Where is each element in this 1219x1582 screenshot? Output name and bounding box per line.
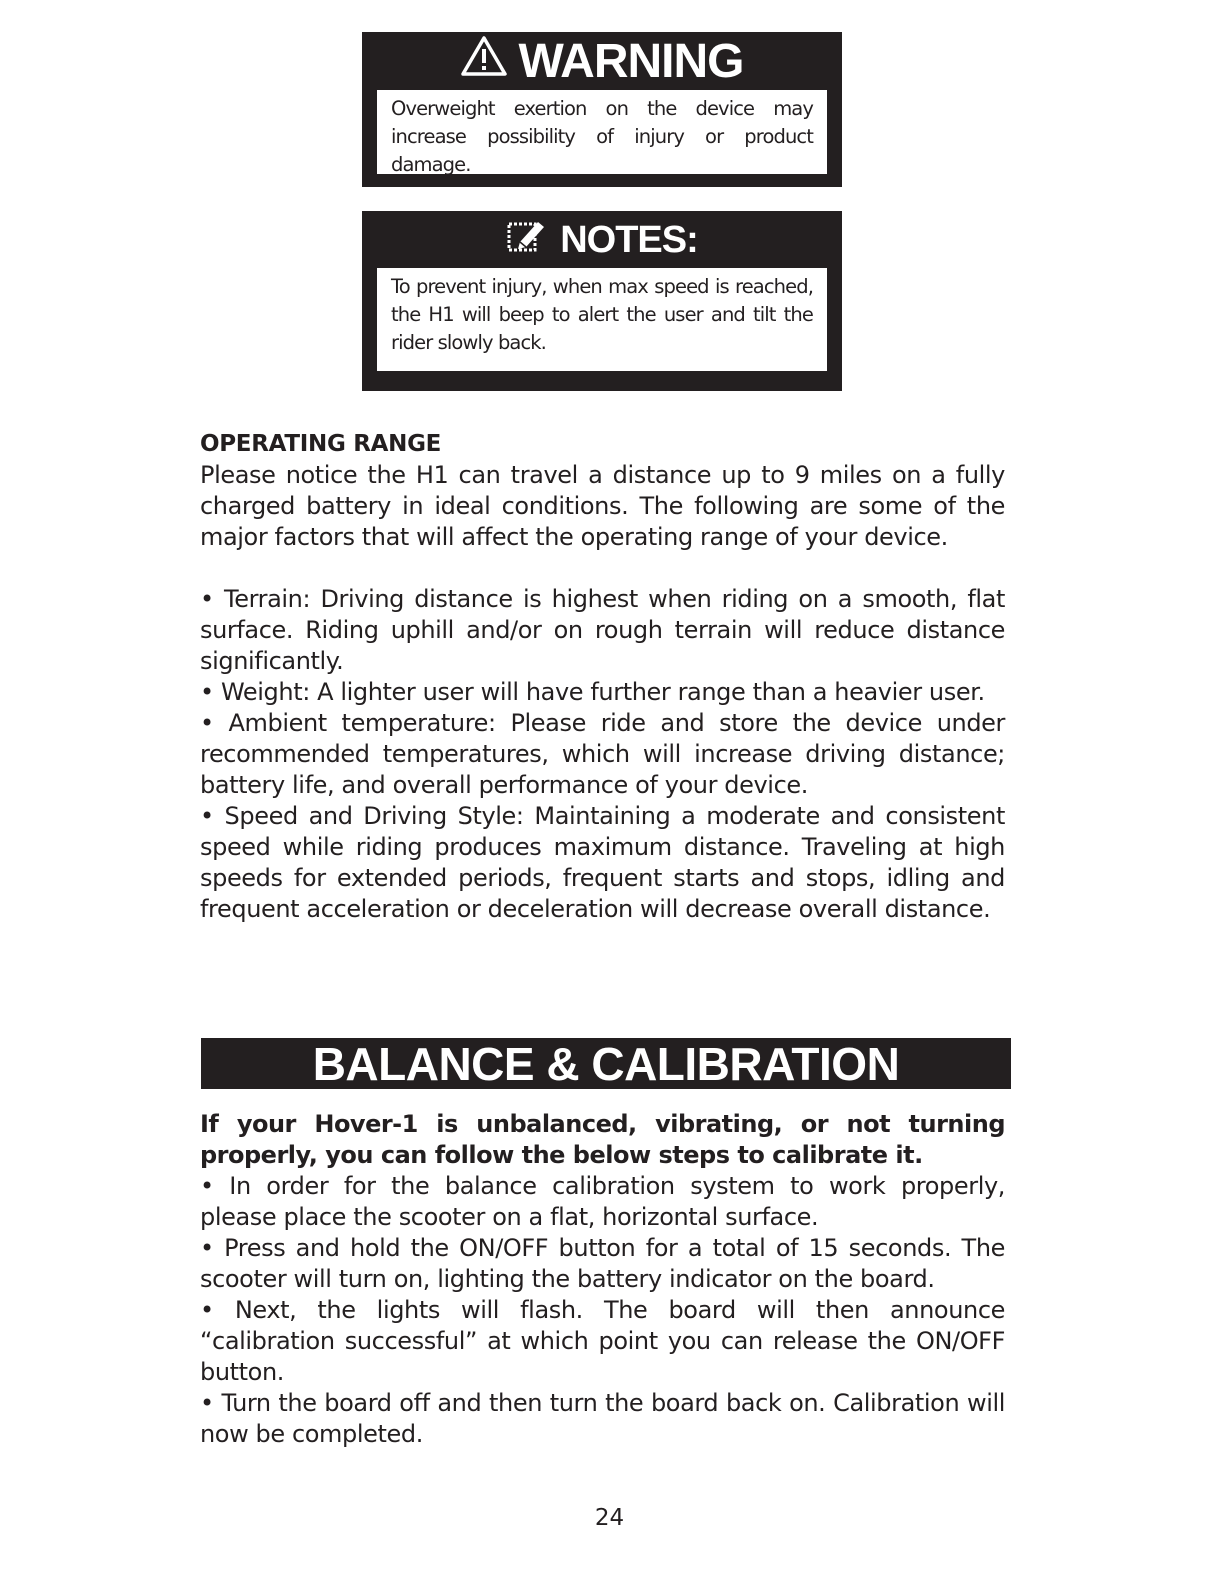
warning-title: WARNING bbox=[518, 34, 744, 88]
warning-triangle-icon bbox=[461, 34, 507, 89]
list-item: • Weight: A lighter user will have further range than a heavier user. bbox=[200, 678, 985, 706]
operating-range-heading: OPERATING RANGE bbox=[200, 431, 442, 457]
notes-title: NOTES: bbox=[560, 218, 698, 261]
notes-text: To prevent injury, when max speed is reached, the H1 will beep to alert the user and tilt the rider slowly back. bbox=[377, 268, 827, 371]
page-number: 24 bbox=[594, 1505, 625, 1531]
balance-lead: If your Hover-1 is unbalanced, vibrating, or not turning properly, you can follow the below steps to calibrate it. bbox=[200, 1110, 1005, 1169]
warning-header bbox=[362, 32, 842, 90]
list-item: • Turn the board off and then turn the board back on. Calibration will now be completed. bbox=[200, 1389, 1005, 1448]
list-item: • In order for the balance calibration system to work properly, please place the scooter on a flat, horizontal surface. bbox=[200, 1172, 1005, 1231]
warning-text: Overweight exertion on the device may increase possibility of injury or product damage. bbox=[377, 90, 827, 174]
operating-range-section bbox=[200, 429, 1005, 925]
balance-calibration-section bbox=[200, 1109, 1005, 1450]
notes-header bbox=[362, 211, 842, 269]
operating-range-intro: Please notice the H1 can travel a distance up to 9 miles on a fully charged battery in ideal conditions. The following are some of the major factors that will affect the operating range of your device. bbox=[200, 461, 1005, 551]
list-item: • Next, the lights will flash. The board will then announce “calibration successful” at which point you can release the ON/OFF button. bbox=[200, 1296, 1005, 1386]
balance-calibration-banner: BALANCE & CALIBRATION bbox=[201, 1038, 1011, 1089]
paragraph-gap bbox=[200, 553, 1005, 584]
warning-callout bbox=[362, 32, 842, 187]
list-item: • Ambient temperature: Please ride and store the device under recommended temperatures, which will increase driving distance; battery life, and overall performance of your device. bbox=[200, 709, 1005, 799]
notepad-pencil-icon bbox=[506, 216, 548, 264]
notes-callout bbox=[362, 211, 842, 391]
list-item: • Terrain: Driving distance is highest when riding on a smooth, flat surface. Riding uphill and/or on rough terrain will reduce distance significantly. bbox=[200, 585, 1005, 675]
list-item: • Press and hold the ON/OFF button for a total of 15 seconds. The scooter will turn on, lighting the battery indicator on the board. bbox=[200, 1234, 1005, 1293]
list-item: • Speed and Driving Style: Maintaining a moderate and consistent speed while riding produces maximum distance. Traveling at high speeds for extended periods, frequent starts and stops, idling and frequent acceleration or deceleration will decrease overall distance. bbox=[200, 802, 1005, 923]
